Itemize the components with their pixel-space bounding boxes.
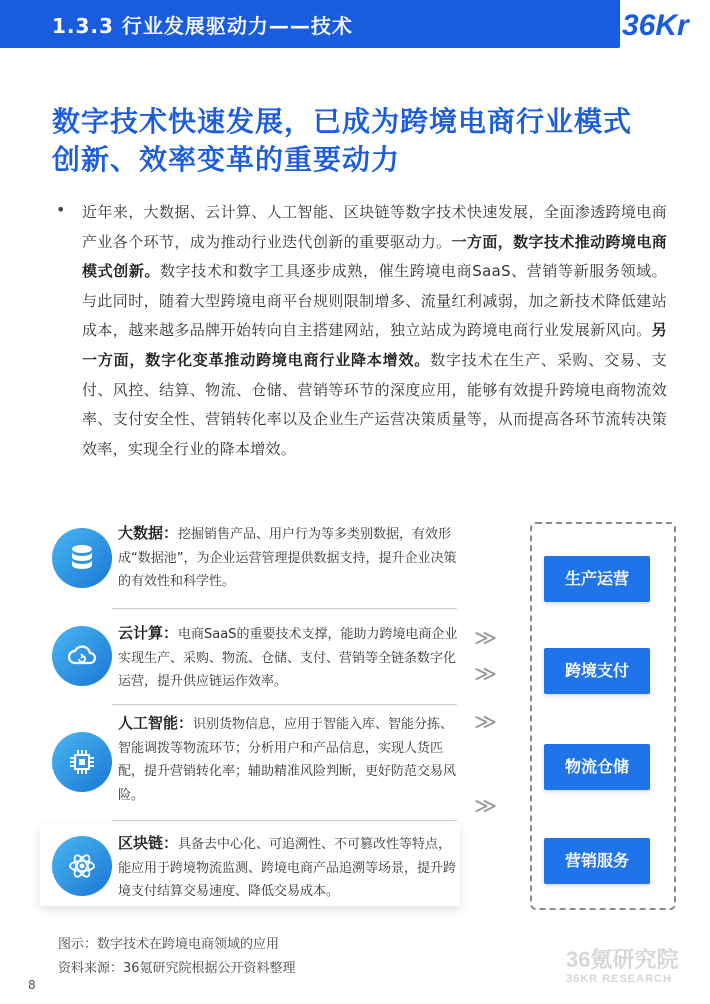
chevron-right-icon: ≫: [474, 710, 494, 735]
source-caption: 资料来源：36氪研究院根据公开资料整理: [58, 961, 296, 976]
card-cloud-computing: [40, 614, 460, 702]
paragraph-text-3: 数字技术在生产、采购、交易、支付、风控、结算、物流、仓储、营销等环节的深度应用，能够有效提升跨境电商物流效率、支付安全性、营销转化率以及企业生产运营决策质量等，从而提高各环节流转决策效率，实现全行业的降本增效。: [82, 350, 667, 458]
brand-logo: 36Kr: [622, 9, 689, 42]
card-divider: [112, 608, 457, 609]
card-description: 具备去中心化、可追溯性、不可篡改性等特点，能应用于跨境物流监测、跨境电商产品追溯等场景，提升跨境支付结算交易速度、降低交易成本。: [118, 837, 457, 899]
area-production-operation: 生产运营: [544, 556, 650, 602]
card-ai: [40, 710, 460, 816]
watermark-en: 36KR RESEARCH: [566, 973, 672, 985]
card-description: 挖掘销售产品、用户行为等多类别数据，有效形成“数据池”，为企业运营管理提供数据支持，提升企业决策的有效性和科学性。: [118, 527, 457, 589]
card-description: 电商SaaS的重要技术支撑，能助力跨境电商企业实现生产、采购、物流、仓储、支付、营销等全链条数字化运营，提升供应链运作效率。: [118, 627, 458, 689]
section-title: 1.3.3 行业发展驱动力——技术: [52, 14, 353, 38]
card-divider: [112, 704, 457, 705]
card-term: 云计算：: [118, 624, 179, 642]
area-logistics-warehousing: 物流仓储: [544, 744, 650, 790]
atom-icon: [52, 836, 112, 896]
card-big-data-text: [118, 522, 458, 594]
cloud-icon: [52, 626, 112, 686]
paragraph-bold-1: 一方面，数字技术推动跨境电商模式创新。: [82, 232, 668, 281]
area-cross-border-payment: 跨境支付: [544, 648, 650, 694]
card-ai-text: [118, 712, 458, 807]
paragraph-bold-2: 另一方面，数字化变革推动跨境电商行业降本增效。: [82, 321, 667, 369]
watermark-cn: 36氪研究院: [566, 947, 679, 972]
card-divider: [112, 820, 457, 821]
bullet-marker: •: [56, 200, 66, 219]
watermark: [566, 948, 706, 986]
headline-line-2: 创新、效率变革的重要动力: [52, 143, 401, 176]
card-blockchain-text: [118, 832, 458, 904]
page-headline: [52, 103, 672, 179]
page-number: 8: [28, 978, 36, 992]
card-description: 识别货物信息，应用于智能入库、智能分拣、智能调拨等物流环节；分析用户和产品信息，实现人货匹配，提升营销转化率；辅助精准风险判断，更好防范交易风险。: [118, 717, 457, 803]
card-blockchain: [40, 824, 460, 906]
technology-cards-panel: [40, 514, 460, 906]
card-term: 人工智能：: [118, 714, 194, 732]
card-cloud-text: [118, 622, 458, 694]
chevron-right-icon: ≫: [474, 794, 494, 819]
paragraph-text-1: 近年来，大数据、云计算、人工智能、区块链等数字技术快速发展，全面渗透跨境电商产业各个环节，成为推动行业迭代创新的重要驱动力。: [82, 203, 667, 251]
database-icon: [52, 528, 112, 588]
paragraph-text-2: 数字技术和数字工具逐步成熟，催生跨境电商SaaS、营销等新服务领域。与此同时，随着大型跨境电商平台规则限制增多、流量红利减弱，加之新技术降低建站成本，越来越多品牌开始转向自主搭建网站，独立站成为跨境电商行业发展新风向。: [82, 262, 667, 340]
card-term: 大数据：: [118, 524, 179, 542]
chip-icon: [52, 732, 112, 792]
chevron-right-icon: ≫: [474, 662, 494, 687]
body-paragraph: [82, 198, 667, 464]
headline-line-1: 数字技术快速发展，已成为跨境电商行业模式: [52, 105, 633, 138]
card-big-data: [40, 514, 460, 606]
figure-caption: 图示：数字技术在跨境电商领域的应用: [58, 937, 280, 952]
chevron-right-icon: ≫: [474, 626, 494, 651]
area-marketing-service: 营销服务: [544, 838, 650, 884]
card-term: 区块链：: [118, 834, 179, 852]
